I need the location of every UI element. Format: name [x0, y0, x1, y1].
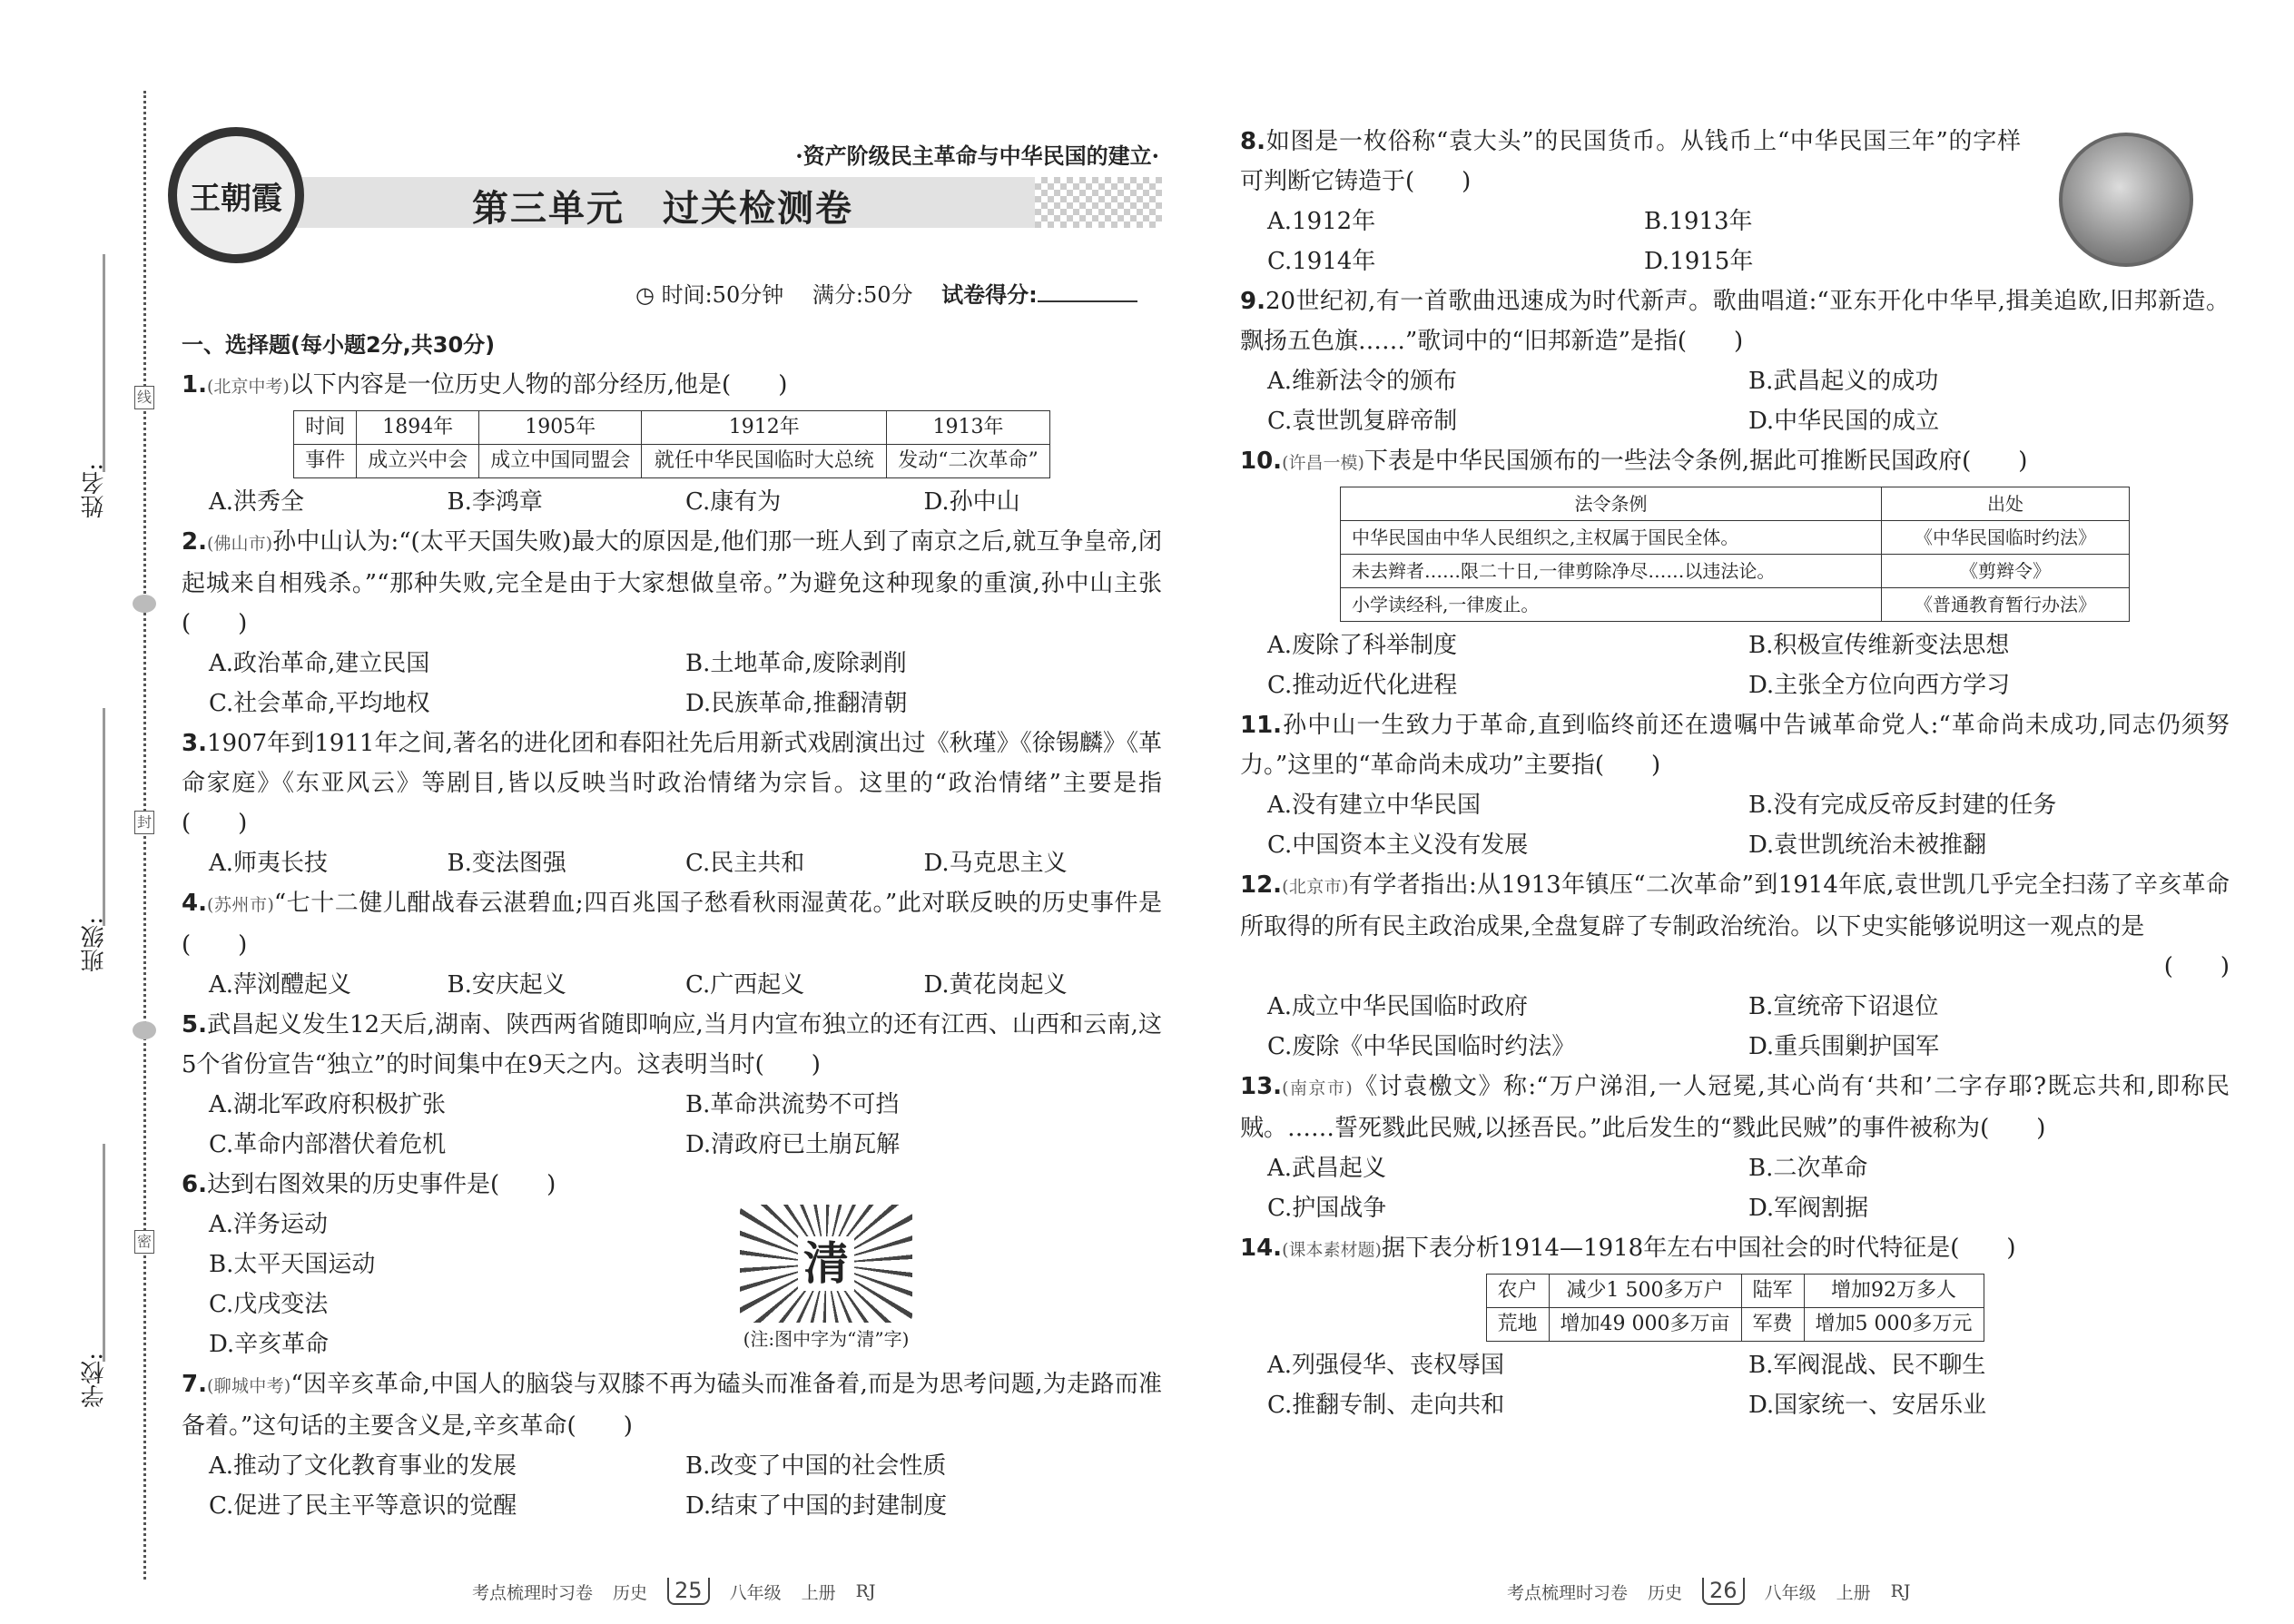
footer-edition: RJ — [1890, 1581, 1911, 1601]
question-8 — [1240, 122, 2021, 202]
brand-logo: 王朝霞 — [168, 127, 304, 263]
question-number: 7. — [182, 1371, 207, 1398]
question-number: 13. — [1240, 1073, 1283, 1100]
option-d[interactable]: D.辛亥革命 — [209, 1331, 330, 1358]
question-number: 8. — [1240, 128, 1265, 155]
question-number: 10. — [1240, 448, 1283, 475]
table-cell: 就任中华民国临时大总统 — [642, 445, 887, 478]
option-d[interactable]: D.1915年 — [1644, 248, 1754, 275]
footer-volume: 上册 — [1836, 1582, 1871, 1603]
option-d[interactable]: D.清政府已土崩瓦解 — [685, 1131, 901, 1158]
q12-options — [1240, 987, 2230, 1067]
option-d[interactable]: D.结束了中国的封建制度 — [685, 1492, 948, 1520]
q6-body — [182, 1205, 1162, 1364]
question-stem: “七十二健儿酣战春云湛碧血;四百兆国子愁看秋雨湿黄花。”此对联反映的历史事件是( ) — [182, 890, 1162, 959]
table-cell: 1912年 — [642, 411, 887, 445]
question-number: 11. — [1240, 712, 1283, 739]
table-cell: 成立兴中会 — [357, 445, 479, 478]
option-c[interactable]: C.广西起义 — [685, 971, 805, 999]
question-number: 4. — [182, 890, 207, 917]
question-14 — [1240, 1228, 2230, 1270]
footer-edition: RJ — [855, 1581, 876, 1601]
option-b[interactable]: B.没有完成反帝反封建的任务 — [1748, 792, 2057, 819]
clock-icon: ◷ — [635, 282, 655, 308]
name-line[interactable] — [103, 254, 105, 472]
q9-options — [1240, 361, 2230, 441]
option-c[interactable]: C.社会革命,平均地权 — [209, 690, 430, 717]
option-b[interactable]: B.太平天国运动 — [209, 1251, 376, 1278]
question-number: 5. — [182, 1011, 207, 1038]
binding-mark-line: 线 — [134, 386, 154, 409]
table-cell: 陆军 — [1741, 1275, 1804, 1308]
question-10 — [1240, 441, 2230, 483]
binding-dot — [133, 1021, 156, 1039]
option-c[interactable]: C.中国资本主义没有发展 — [1267, 832, 1529, 859]
table-cell: 发动“二次革命” — [887, 445, 1050, 478]
illustration-caption: (注:图中字为“清”字) — [743, 1328, 910, 1350]
table-cell: 1913年 — [887, 411, 1050, 445]
option-c[interactable]: C.废除《中华民国临时约法》 — [1267, 1033, 1576, 1060]
right-footer — [1507, 1578, 1911, 1605]
question-7 — [182, 1364, 1162, 1446]
question-stem: 武昌起义发生12天后,湖南、陕西两省随即响应,当月内宣布独立的还有江西、山西和云南,这5个省份宣告“独立”的时间集中在9天之内。这表明当时( ) — [182, 1011, 1162, 1078]
question-number: 9. — [1240, 288, 1265, 315]
question-12 — [1240, 865, 2230, 987]
table-cell: 时间 — [294, 411, 357, 445]
question-stem: 孙中山一生致力于革命,直到临终前还在遗嘱中告诫革命党人:“革命尚未成功,同志仍须努力。”这里的“革命尚未成功”主要指( ) — [1240, 712, 2230, 779]
question-9 — [1240, 281, 2230, 361]
q8-options — [1240, 202, 2021, 281]
option-b[interactable]: B.军阀混战、民不聊生 — [1748, 1352, 1986, 1379]
question-stem: 孙中山认为:“(太平天国失败)最大的原因是,他们那一班人到了南京之后,就互争皇帝,闭起城来自相残杀。”“那种失败,完全是由于大家想做皇帝。”为避免这种现象的重演,孙中山主张( ) — [182, 528, 1162, 637]
question-stem: 1907年到1911年之间,著名的进化团和春阳社先后用新式戏剧演出过《秋瑾》《徐锡麟》《革命家庭》《东亚风云》等剧目,皆以反映当时政治情绪为宗旨。这里的“政治情绪”主要是指( ) — [182, 730, 1162, 837]
question-source: (课本素材题) — [1282, 1240, 1382, 1260]
question-number: 3. — [182, 730, 207, 757]
option-b[interactable]: B.改变了中国的社会性质 — [685, 1452, 947, 1480]
q3-options — [182, 843, 1162, 883]
question-stem: 《讨袁檄文》称:“万户涕泪,一人冠冕,其心尚有‘共和’二字存耶?既忘共和,即称民贼。……誓死戮此民贼,以拯吾民。”此后发生的“戮此民贼”的事件被称为( ) — [1240, 1073, 2230, 1142]
q14-options — [1240, 1345, 2230, 1425]
footer-book: 考点梳理时习卷 — [1507, 1582, 1629, 1603]
option-c[interactable]: C.袁世凯复辟帝制 — [1267, 408, 1458, 435]
table-cell: 1905年 — [479, 411, 642, 445]
question-stem: 据下表分析1914—1918年左右中国社会的时代特征是( ) — [1381, 1235, 2016, 1262]
q7-options — [182, 1446, 1162, 1526]
question-source: (聊城中考) — [206, 1376, 291, 1396]
left-column — [182, 325, 1162, 1526]
question-source: (许昌一模) — [1282, 453, 1364, 473]
option-d[interactable]: D.主张全方位向西方学习 — [1748, 672, 2011, 699]
option-d[interactable]: D.袁世凯统治未被推翻 — [1748, 832, 1987, 859]
q4-options — [182, 965, 1162, 1005]
footer-book: 考点梳理时习卷 — [472, 1582, 594, 1603]
option-b[interactable]: B.积极宣传维新变法思想 — [1748, 632, 2010, 659]
table-cell: 中华民国由中华人民组织之,主权属于国民全体。 — [1341, 521, 1882, 555]
table-cell: 减少1 500多万户 — [1549, 1275, 1741, 1308]
option-b[interactable]: B.安庆起义 — [447, 971, 566, 999]
table-cell: 《普通教育暂行办法》 — [1882, 588, 2130, 622]
question-11 — [1240, 705, 2230, 785]
option-b[interactable]: B.革命洪流势不可挡 — [685, 1091, 900, 1118]
question-source: (南京市) — [1282, 1078, 1353, 1098]
table-cell: 军费 — [1741, 1308, 1804, 1342]
option-d[interactable]: D.民族革命,推翻清朝 — [685, 690, 908, 717]
question-13 — [1240, 1067, 2230, 1148]
q6-options — [182, 1205, 690, 1364]
question-2 — [182, 522, 1162, 644]
table-header: 出处 — [1882, 487, 2130, 521]
option-b[interactable]: B.土地革命,废除剥削 — [685, 650, 907, 677]
option-b[interactable]: B.1913年 — [1644, 208, 1753, 235]
question-number: 6. — [182, 1171, 207, 1198]
option-a[interactable]: A.武昌起义 — [1267, 1155, 1387, 1182]
option-c[interactable]: C.推翻专制、走向共和 — [1267, 1392, 1505, 1419]
question-3 — [182, 723, 1162, 843]
option-d[interactable]: D.国家统一、安居乐业 — [1748, 1392, 1987, 1419]
left-footer — [472, 1578, 876, 1605]
q14-table — [1486, 1274, 1984, 1342]
option-d[interactable]: D.中华民国的成立 — [1748, 408, 1940, 435]
table-cell: 《中华民国临时约法》 — [1882, 521, 2130, 555]
table-cell: 增加92万多人 — [1804, 1275, 1984, 1308]
binding-mark-seal: 封 — [134, 811, 154, 834]
question-6 — [182, 1165, 1162, 1205]
q10-options — [1240, 625, 2230, 705]
table-cell: 增加5 000多万元 — [1804, 1308, 1984, 1342]
binding-line — [143, 91, 146, 1580]
option-b[interactable]: B.李鸿章 — [447, 488, 543, 516]
answer-paren[interactable]: ( ) — [2163, 953, 2230, 980]
unit-subtitle: ·资产阶级民主革命与中华民国的建立· — [795, 143, 1159, 169]
question-source: (北京市) — [1282, 877, 1349, 897]
school-line[interactable] — [103, 1144, 105, 1362]
table-cell: 成立中国同盟会 — [479, 445, 642, 478]
qing-character-illustration — [740, 1205, 912, 1323]
option-c[interactable]: C.促进了民主平等意识的觉醒 — [209, 1492, 517, 1520]
q2-options — [182, 644, 1162, 723]
q1-options — [182, 482, 1162, 522]
question-stem: 以下内容是一位历史人物的部分经历,他是( ) — [289, 371, 788, 399]
option-a[interactable]: A.列强侵华、丧权辱国 — [1267, 1352, 1505, 1379]
option-b[interactable]: B.变法图强 — [447, 850, 566, 877]
footer-grade: 八年级 — [1764, 1582, 1816, 1603]
score-blank[interactable] — [1038, 300, 1137, 302]
option-d[interactable]: D.黄花岗起义 — [923, 971, 1068, 999]
q5-options — [182, 1085, 1162, 1165]
score-label: 试卷得分: — [941, 282, 1038, 308]
option-a[interactable]: A.成立中华民国临时政府 — [1267, 993, 1529, 1020]
option-c[interactable]: C.推动近代化进程 — [1267, 672, 1458, 699]
name-field-label: 姓名: — [81, 463, 108, 518]
question-number: 2. — [182, 528, 207, 556]
question-stem: 20世纪初,有一首歌曲迅速成为时代新声。歌曲唱道:“亚东开化中华早,揖美追欧,旧邦新造。飘扬五色旗……”歌词中的“旧邦新造”是指( ) — [1240, 288, 2230, 355]
q1-table — [293, 410, 1050, 478]
question-stem: 下表是中华民国颁布的一些法令条例,据此可推断民国政府( ) — [1364, 448, 2028, 475]
option-c[interactable]: C.戊戌变法 — [209, 1291, 329, 1318]
table-cell: 小学读经科,一律废止。 — [1341, 588, 1882, 622]
option-a[interactable]: A.1912年 — [1267, 208, 1376, 235]
option-d[interactable]: D.重兵围剿护国军 — [1748, 1033, 1940, 1060]
class-line[interactable] — [103, 708, 105, 926]
table-cell: 1894年 — [357, 411, 479, 445]
table-cell: 增加49 000多万亩 — [1549, 1308, 1741, 1342]
question-stem: 如图是一枚俗称“袁大头”的民国货币。从钱币上“中华民国三年”的字样可判断它铸造于( ) — [1240, 128, 2021, 195]
option-a[interactable]: A.废除了科举制度 — [1267, 632, 1458, 659]
page-number: 26 — [1702, 1578, 1745, 1605]
school-field-label: 学校: — [81, 1353, 108, 1408]
option-a[interactable]: A.政治革命,建立民国 — [209, 650, 430, 677]
question-stem: 达到右图效果的历史事件是( ) — [206, 1171, 556, 1198]
table-cell: 农户 — [1486, 1275, 1549, 1308]
footer-grade: 八年级 — [729, 1582, 782, 1603]
option-a[interactable]: A.萍浏醴起义 — [209, 971, 352, 999]
option-d[interactable]: D.军阀割据 — [1748, 1195, 1869, 1222]
checker-decoration — [1035, 177, 1162, 228]
option-a[interactable]: A.维新法令的颁布 — [1267, 368, 1458, 395]
table-cell: 荒地 — [1486, 1308, 1549, 1342]
option-c[interactable]: C.护国战争 — [1267, 1195, 1387, 1222]
option-a[interactable]: A.推动了文化教育事业的发展 — [209, 1452, 517, 1480]
question-number: 14. — [1240, 1235, 1283, 1262]
binding-mark-secret: 密 — [134, 1230, 154, 1254]
option-d[interactable]: D.马克思主义 — [923, 850, 1068, 877]
q11-options — [1240, 785, 2230, 865]
page-title: 第三单元 过关检测卷 — [472, 188, 853, 230]
question-number: 12. — [1240, 871, 1283, 899]
question-source: (佛山市) — [206, 534, 273, 554]
footer-subject: 历史 — [1648, 1582, 1683, 1603]
q6-figure — [690, 1205, 962, 1355]
exam-meta — [635, 277, 1137, 309]
table-cell: 事件 — [294, 445, 357, 478]
binding-dot — [133, 595, 156, 613]
option-c[interactable]: C.革命内部潜伏着危机 — [209, 1131, 447, 1158]
option-a[interactable]: A.洪秀全 — [209, 488, 305, 516]
option-c[interactable]: C.1914年 — [1267, 248, 1376, 275]
illustration-character: 清 — [798, 1236, 854, 1291]
option-a[interactable]: A.湖北军政府积极扩张 — [209, 1091, 447, 1118]
option-a[interactable]: A.洋务运动 — [209, 1211, 329, 1238]
option-b[interactable]: B.武昌起义的成功 — [1748, 368, 1939, 395]
option-c[interactable]: C.民主共和 — [685, 850, 805, 877]
option-b[interactable]: B.二次革命 — [1748, 1155, 1868, 1182]
option-a[interactable]: A.师夷长技 — [209, 850, 329, 877]
question-stem: “因辛亥革命,中国人的脑袋与双膝不再为磕头而准备着,而是为思考问题,为走路而准备着。”这句话的主要含义是,辛亥革命( ) — [182, 1371, 1163, 1440]
question-1 — [182, 365, 1162, 407]
footer-volume: 上册 — [801, 1582, 836, 1603]
option-c[interactable]: C.康有为 — [685, 488, 782, 516]
question-stem: 有学者指出:从1913年镇压“二次革命”到1914年底,袁世凯几乎完全扫荡了辛亥革命所取得的所有民主政治成果,全盘复辟了专制政治统治。以下史实能够说明这一观点的是 — [1240, 871, 2230, 940]
table-cell: 未去辫者……限二十日,一律剪除净尽……以违法论。 — [1341, 555, 1882, 588]
time-limit: 时间:50分钟 — [661, 282, 784, 308]
option-b[interactable]: B.宣统帝下诏退位 — [1748, 993, 1939, 1020]
full-score: 满分:50分 — [812, 282, 913, 308]
table-header: 法令条例 — [1341, 487, 1882, 521]
right-column — [1240, 122, 2230, 1425]
q10-table — [1340, 487, 2130, 622]
question-source: (北京中考) — [206, 377, 290, 397]
footer-subject: 历史 — [613, 1582, 648, 1603]
question-number: 1. — [182, 371, 207, 399]
question-source: (苏州市) — [206, 895, 274, 915]
option-d[interactable]: D.孙中山 — [923, 488, 1020, 516]
question-4 — [182, 883, 1162, 965]
table-cell: 《剪辫令》 — [1882, 555, 2130, 588]
option-a[interactable]: A.没有建立中华民国 — [1267, 792, 1482, 819]
section-heading: 一、选择题(每小题2分,共30分) — [182, 332, 496, 358]
question-5 — [182, 1005, 1162, 1085]
q13-options — [1240, 1148, 2230, 1228]
page-number: 25 — [667, 1578, 710, 1605]
class-field-label: 班级: — [81, 917, 108, 972]
